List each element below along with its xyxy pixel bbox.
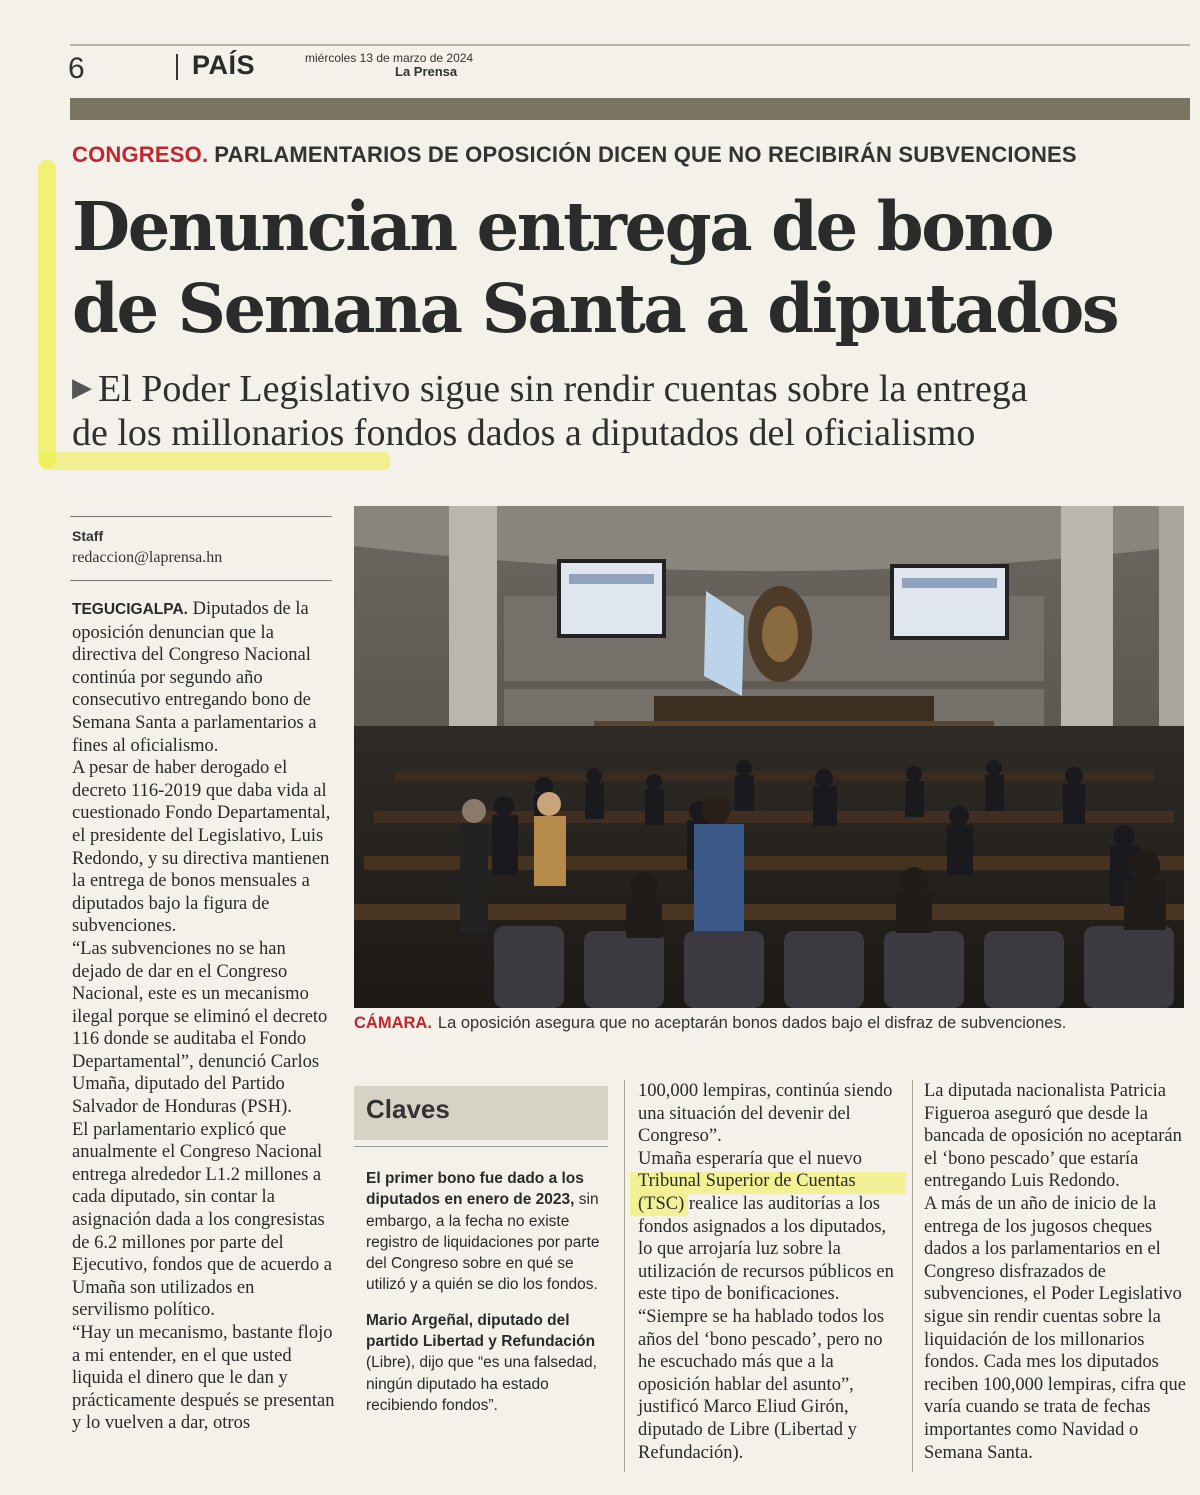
top-rule [70,44,1190,46]
paragraph: El parlamentario explicó que anualmente el Congreso Nacional entrega alrededor L1.2 millones a cada diputado, sin contar la asignación dada a los congresistas de 6.2 millones por parte del Ejecutivo, fondos que de acuerdo a Umaña son utilizados en servilismo político. [72,1119,332,1321]
article-column-1 [72,598,336,1435]
article-column-3 [638,1080,900,1464]
highlighter-mark-vertical [38,160,56,468]
kicker [72,142,1077,168]
byline-author: Staff [72,528,104,544]
folio-divider [176,54,178,80]
claves-column [366,1168,606,1430]
congress-chamber-photo [354,506,1184,1008]
paragraph: Umaña esperaría que el nuevo Tribunal Superior de Cuentas (TSC) realice las auditorías a los fondos asignados a los diputados, lo que arrojaría luz sobre la utilización de recursos públicos en este tipo de bonificaciones. [638,1148,894,1305]
paragraph: A más de un año de inicio de la entrega de los jugosos cheques dados a los parlamentarios en el Congreso disfrazados de subvenciones, el Poder Legislativo sigue sin rendir cuentas sobre la liquidación de los millonarios fondos. Cada mes los diputados reciben 100,000 lempiras, cifra que varía cuando se trata de fechas importantes como Navidad o Semana Santa. [924,1193,1186,1463]
paragraph: 100,000 lempiras, continúa siendo una situación del devenir del Congreso”. [638,1081,893,1147]
claves-item [366,1310,606,1416]
column-divider [912,1080,913,1472]
deck-line-1: El Poder Legislativo sigue sin rendir cuentas sobre la entrega [98,368,1028,410]
page-number: 6 [68,52,85,85]
paragraph: “Siempre se ha hablado todos los años del ‘bono pescado’, pero no he escuchado más que a la oposición hablar del asunto”, justificó Marco Eliud Girón, diputado de Libre (Libertad y Refundación). [638,1306,885,1463]
deck [72,366,1182,455]
headline-line-1: Denuncian entrega de bono [72,187,1053,266]
paragraph: A pesar de haber derogado el decreto 116-2019 que daba vida al cuestionado Fondo Departamental, el presidente del Legislativo, Luis Redondo, y su directiva mantienen la entrega de bonos mensuales a diputados bajo la figura de subvenciones. [72,758,331,937]
caption-keyword: CÁMARA. [354,1014,432,1032]
dateline-city: TEGUCIGALPA. [72,601,188,618]
photo-caption [354,1014,1184,1033]
claves-item-bold: El primer bono fue dado a los diputados en enero de 2023, [366,1170,584,1209]
claves-item [366,1168,606,1296]
dateline [305,51,473,79]
headline [72,186,1182,350]
paragraph: “Hay un mecanismo, bastante flojo a mi entender, en el que usted liquida el dinero que le dan y prácticamente después se presentan y lo vuelven a dar, otros [72,1323,335,1434]
article-column-4 [924,1080,1188,1464]
paragraph [72,598,336,757]
paragraph: “Las subvenciones no se han dejado de dar en el Congreso Nacional, este es un mecanismo ilegal porque se eliminó el decreto 116 donde se auditaba el Fondo Departamental”, denunció Carlos Umaña, diputado del Partido Salvador de Honduras (PSH). [72,938,328,1118]
claves-title: Claves [366,1094,450,1124]
claves-rule [354,1146,608,1147]
caption-text: La oposición asegura que no aceptarán bonos dados bajo el disfraz de subvenciones. [437,1014,1067,1032]
paragraph: La diputada nacionalista Patricia Figueroa aseguró que desde la bancada de oposición no aceptarán el ‘bono pescado’ que estaría entregando Luis Redondo. [924,1081,1182,1192]
deck-arrow-icon: ▶ [72,373,92,402]
section-name: PAÍS [192,50,256,80]
section-bar [70,98,1190,120]
claves-item-bold: Mario Argeñal, diputado del partido Libertad y Refundación [366,1311,596,1351]
deck-line-2: de los millonarios fondos dados a diputados del oficialismo [72,412,976,454]
issue-date: miércoles 13 de marzo de 2024 [305,51,474,65]
claves-item-text: sin embargo, a la fecha no existe registro de liquidaciones por parte del Congreso sobre en qué se utilizó y a quién se dio los fondos. [366,1191,600,1294]
paragraph-text: Diputados de la oposición denuncian que la directiva del Congreso Nacional continúa por segundo año consecutivo entregando bono de Semana Santa a parlamentarios a fines al oficialismo. [72,599,317,756]
newspaper-name: La Prensa [395,64,458,79]
kicker-keyword: CONGRESO. [72,142,209,167]
byline [72,526,222,568]
claves-item-text: (Libre), dijo que “es una falsedad, ningún diputado ha estado recibiendo fondos”. [366,1354,597,1414]
byline-rule-bottom [70,580,332,581]
kicker-text: PARLAMENTARIOS DE OPOSICIÓN DICEN QUE NO RECIBIRÁN SUBVENCIONES [214,142,1077,167]
column-divider [624,1080,625,1472]
photo-illustration [354,506,1184,1008]
byline-email: redaccion@laprensa.hn [72,549,223,566]
byline-rule-top [70,516,332,517]
headline-line-2: de Semana Santa a diputados [72,269,1118,348]
